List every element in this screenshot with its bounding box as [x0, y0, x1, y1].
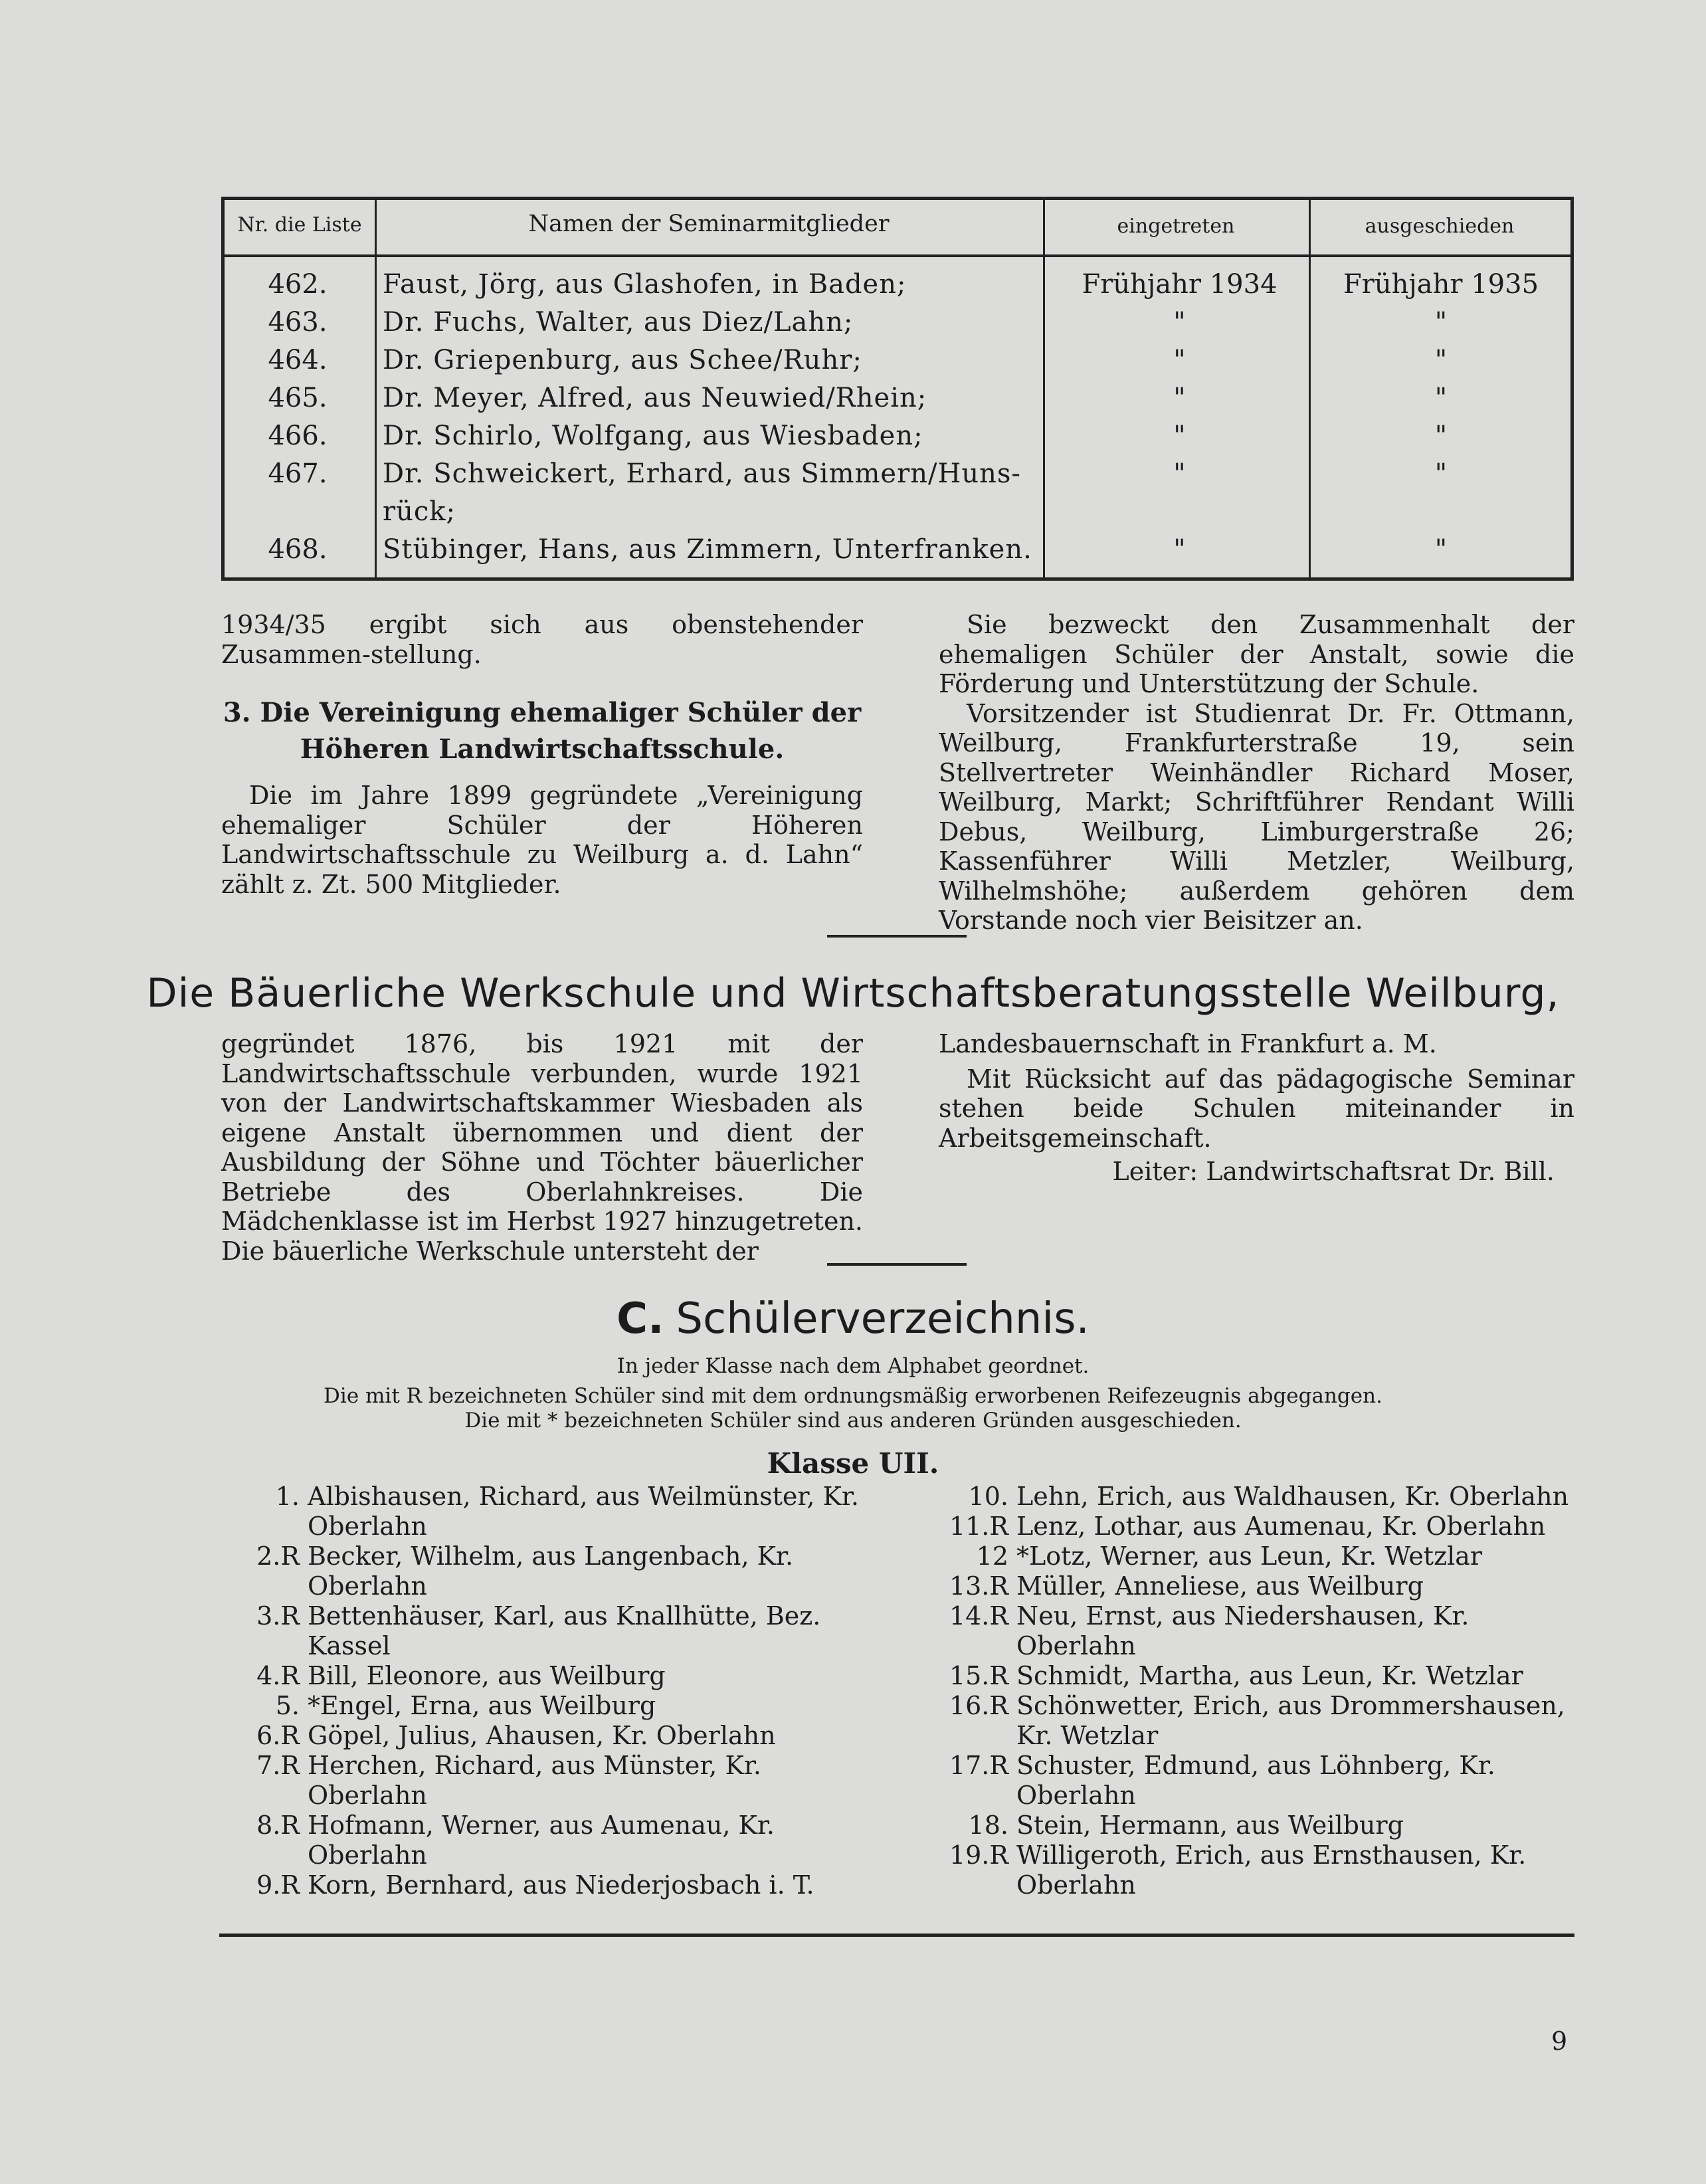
- list-item: 19.R Willigeroth, Erich, aus Ernsthausen, Kr. Oberlahn: [949, 1840, 1527, 1900]
- section3-right-column: [939, 610, 1574, 936]
- section-c-title: [0, 1294, 1706, 1343]
- row-number: 464.: [268, 345, 328, 375]
- row-number: 463.: [268, 307, 328, 338]
- list-item: 8.R Hofmann, Werner, aus Aumenau, Kr. Oberlahn: [256, 1811, 775, 1870]
- row-number: 467.: [268, 458, 328, 489]
- list-item: 12 *Lotz, Werner, aus Leun, Kr. Wetzlar: [976, 1541, 1483, 1571]
- member-name: Dr. Fuchs, Walter, aus Diez/Lahn;: [383, 307, 854, 338]
- list-item: 2.R Becker, Wilhelm, aus Langenbach, Kr. Oberlahn: [256, 1541, 794, 1601]
- member-name: Stübinger, Hans, aus Zimmern, Unterfranken.: [383, 534, 1032, 565]
- werkschule-right-text1: Landesbauernschaft in Frankfurt a. M.: [939, 1029, 1437, 1058]
- header-eingetreten: eingetreten: [1117, 215, 1235, 238]
- exit-date: Frühjahr 1935: [1343, 269, 1539, 300]
- section3-para2: Sie bezweckt den Zusammenhalt der ehemaligen Schüler der Anstalt, sowie die Förderung und Unterstützung der Schule.: [939, 610, 1574, 698]
- header-names: Namen der Seminarmitglieder: [528, 211, 890, 237]
- list-item: 9.R Korn, Bernhard, aus Niederjosbach i. T.: [256, 1870, 814, 1900]
- table-row: [225, 269, 1570, 306]
- table-row: [225, 458, 1570, 496]
- entry-date: ": [1173, 345, 1186, 375]
- row-number: 465.: [268, 383, 328, 413]
- header-nr: Nr. die Liste: [237, 213, 362, 237]
- list-item: 3.R Bettenhäuser, Karl, aus Knallhütte, Bez. Kassel: [256, 1601, 821, 1660]
- list-item: 16.R Schönwetter, Erich, aus Drommershausen, Kr. Wetzlar: [949, 1691, 1565, 1750]
- student-list-right: [930, 1482, 1574, 1900]
- list-item: 6.R Göpel, Julius, Ahausen, Kr. Oberlahn: [256, 1721, 776, 1750]
- table-row: [225, 307, 1570, 344]
- entry-date: ": [1173, 534, 1186, 565]
- section3-left-column: [221, 610, 863, 899]
- section3-para3: Vorsitzender ist Studienrat Dr. Fr. Ottmann, Weilburg, Frankfurterstraße 19, sein Stellvertreter Weinhändler Richard Moser, Weilburg, Markt; Schriftführer Rendant Willi Debus, Weilburg, Limburgerstraße 26; Kassenführer Willi Metzler, Weilburg, Wilhelmshöhe; außerdem gehören dem Vorstande noch vier Beisitzer an.: [939, 698, 1574, 935]
- list-item: 7.R Herchen, Richard, aus Münster, Kr. Oberlahn: [256, 1751, 761, 1810]
- list-item: 1. Albishausen, Richard, aus Weilmünster, Kr. Oberlahn: [275, 1482, 859, 1541]
- list-item: 14.R Neu, Ernst, aus Niedershausen, Kr. Oberlahn: [949, 1601, 1469, 1660]
- row-number: 466.: [268, 421, 328, 451]
- table-header-rule: [225, 254, 1570, 257]
- section-c-line3: Die mit * bezeichneten Schüler sind aus anderen Gründen ausgeschieden.: [464, 1409, 1242, 1433]
- klasse-heading: Klasse UII.: [767, 1447, 939, 1480]
- section3-heading-line2: Höheren Landwirtschaftsschule.: [300, 734, 785, 765]
- separator-rule: [827, 935, 967, 938]
- table-row: [225, 496, 1570, 534]
- werkschule-leiter: Leiter: Landwirtschaftsrat Dr. Bill.: [1112, 1157, 1555, 1186]
- table-row: [225, 534, 1570, 571]
- list-item: 13.R Müller, Anneliese, aus Weilburg: [949, 1571, 1424, 1601]
- werkschule-right-text2: Mit Rücksicht auf das pädagogische Seminar stehen beide Schulen miteinander in Arbeitsgemeinschaft.: [939, 1064, 1574, 1153]
- member-name: rück;: [383, 496, 456, 527]
- list-item: 17.R Schuster, Edmund, aus Löhnberg, Kr. Oberlahn: [949, 1751, 1495, 1810]
- list-item: 5. *Engel, Erna, aus Weilburg: [275, 1691, 656, 1720]
- footer-rule: [219, 1934, 1574, 1937]
- entry-date: Frühjahr 1934: [1082, 269, 1278, 300]
- member-name: Dr. Griepenburg, aus Schee/Ruhr;: [383, 345, 862, 375]
- section-c-letter: C.: [616, 1294, 664, 1343]
- section3-heading-line1: 3. Die Vereinigung ehemaliger Schüler der: [223, 697, 862, 728]
- page-number: 9: [1551, 2027, 1568, 2056]
- list-item: 10. Lehn, Erich, aus Waldhausen, Kr. Oberlahn: [968, 1482, 1569, 1511]
- separator-rule: [827, 1263, 967, 1266]
- exit-date: ": [1434, 383, 1448, 413]
- header-ausgeschieden: ausgeschieden: [1365, 215, 1515, 238]
- table-row: [225, 345, 1570, 382]
- exit-date: ": [1434, 307, 1448, 338]
- werkschule-left-text: gegründet 1876, bis 1921 mit der Landwirtschaftsschule verbunden, wurde 1921 von der Landwirtschaftskammer Wiesbaden als eigene Anstalt übernommen und dient der Ausbildung der Söhne und Töchter bäuerlicher Betriebe des Oberlahnkreises. Die Mädchenklasse ist im Herbst 1927 hinzugetreten. Die bäuerliche Werkschule untersteht der: [221, 1029, 863, 1266]
- row-number: 468.: [268, 534, 328, 565]
- member-name: Dr. Schweickert, Erhard, aus Simmern/Huns-: [383, 458, 1021, 489]
- member-name: Dr. Meyer, Alfred, aus Neuwied/Rhein;: [383, 383, 927, 413]
- section-c-line2: Die mit R bezeichneten Schüler sind mit dem ordnungsmäßig erworbenen Reifezeugnis abgegangen.: [324, 1384, 1382, 1408]
- entry-date: ": [1173, 421, 1186, 451]
- table-row: [225, 421, 1570, 458]
- member-name: Dr. Schirlo, Wolfgang, aus Wiesbaden;: [383, 421, 923, 451]
- werkschule-left-column: [221, 1029, 863, 1266]
- entry-date: ": [1173, 383, 1186, 413]
- section-c-heading: Schülerverzeichnis.: [676, 1294, 1090, 1343]
- werkschule-right-column: [939, 1029, 1574, 1187]
- seminar-members-table: [221, 197, 1574, 581]
- list-item: 4.R Bill, Eleonore, aus Weilburg: [256, 1661, 666, 1690]
- table-row: [225, 383, 1570, 420]
- section3-intro: 1934/35 ergibt sich aus obenstehender Zusammen-stellung.: [221, 610, 863, 669]
- exit-date: ": [1434, 458, 1448, 489]
- exit-date: ": [1434, 345, 1448, 375]
- list-item: 18. Stein, Hermann, aus Weilburg: [968, 1811, 1404, 1840]
- entry-date: ": [1173, 307, 1186, 338]
- exit-date: ": [1434, 534, 1448, 565]
- exit-date: ": [1434, 421, 1448, 451]
- list-item: 11.R Lenz, Lothar, aus Aumenau, Kr. Oberlahn: [949, 1512, 1546, 1541]
- row-number: 462.: [268, 269, 328, 300]
- entry-date: ": [1173, 458, 1186, 489]
- list-item: 15.R Schmidt, Martha, aus Leun, Kr. Wetzlar: [949, 1661, 1523, 1690]
- section3-para1: Die im Jahre 1899 gegründete „Vereinigung ehemaliger Schüler der Höheren Landwirtschaftsschule zu Weilburg a. d. Lahn“ zählt z. Zt. 500 Mitglieder.: [221, 781, 863, 899]
- section-c-line1: In jeder Klasse nach dem Alphabet geordnet.: [616, 1354, 1090, 1378]
- member-name: Faust, Jörg, aus Glashofen, in Baden;: [383, 269, 907, 300]
- student-list-left: [221, 1482, 859, 1900]
- werkschule-title: Die Bäuerliche Werkschule und Wirtschaftsberatungsstelle Weilburg,: [146, 970, 1560, 1017]
